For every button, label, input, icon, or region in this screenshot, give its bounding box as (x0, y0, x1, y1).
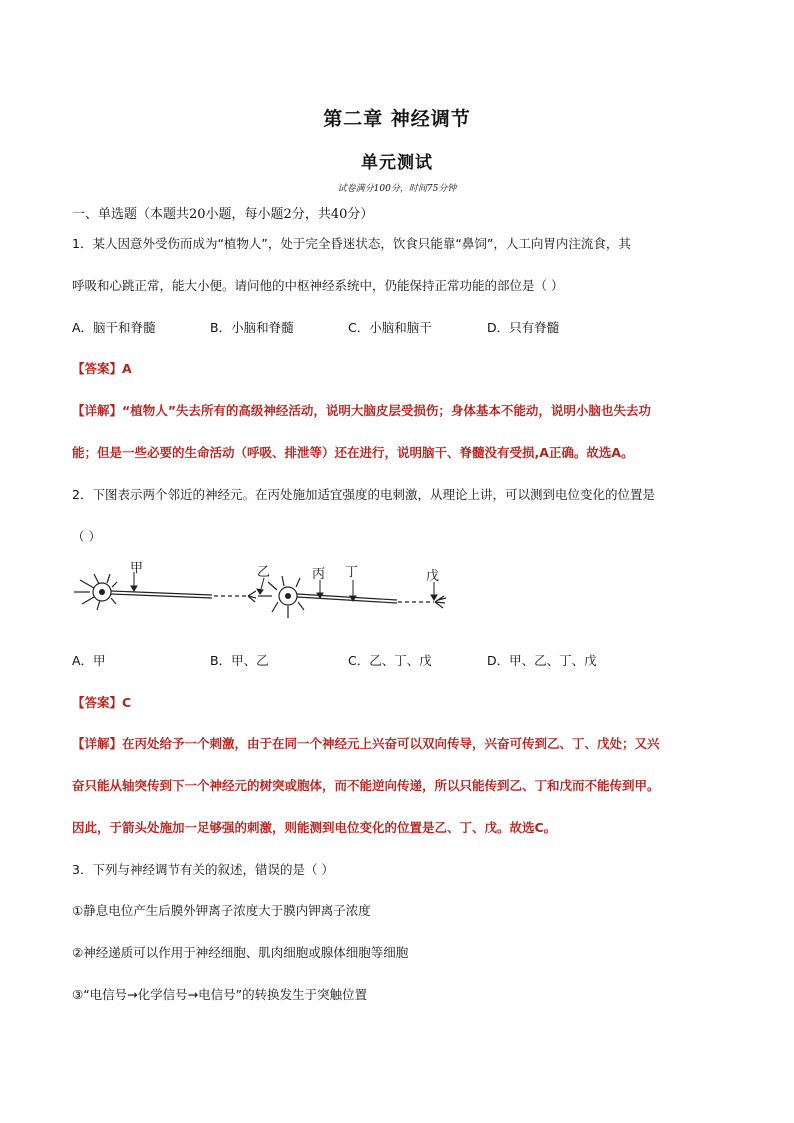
q3-item-2: ②神经递质可以作用于神经细胞、肌肉细胞或腺体细胞等细胞 (72, 945, 409, 960)
label-jia: 甲 (130, 561, 144, 576)
q2-option-b: B．甲、乙 (210, 653, 269, 668)
label-yi: 乙 (257, 565, 271, 580)
label-bing: 丙 (312, 567, 326, 582)
q1-option-d: D．只有脊髓 (487, 320, 560, 335)
q2-stem-line1: 2．下图表示两个邻近的神经元。在丙处施加适宜强度的电刺激，从理论上讲，可以测到电位变化的位置是 (72, 487, 655, 502)
q1-detail-line2: 能；但是一些必要的生命活动（呼吸、排泄等）还在进行，说明脑干、脊髓没有受损,A正确。故选A。 (72, 445, 634, 460)
section-heading: 一、单选题（本题共20小题，每小题2分，共40分） (72, 207, 374, 222)
q2-option-d: D．甲、乙、丁、戊 (487, 653, 597, 668)
q2-option-a: A．甲 (72, 653, 106, 668)
page-subtitle: 单元测试 (361, 153, 433, 173)
label-wu: 戊 (426, 569, 440, 584)
q1-option-b: B．小脑和脊髓 (210, 320, 294, 335)
exam-info: 试卷满分100分，时间75分钟 (337, 184, 457, 194)
neuron-diagram (72, 560, 472, 632)
q1-option-a: A．脑干和脊髓 (72, 320, 156, 335)
q2-detail-line2: 奋只能从轴突传到下一个神经元的树突或胞体，而不能逆向传递，所以只能传到乙、丁和戊而不能传到甲。 (72, 778, 660, 793)
q2-detail-line3: 因此，于箭头处施加一足够强的刺激，则能测到电位变化的位置是乙、丁、戊。故选C。 (72, 820, 557, 835)
q1-stem-line2: 呼吸和心跳正常，能大小便。请问他的中枢神经系统中，仍能保持正常功能的部位是（ ） (72, 278, 564, 293)
q3-item-3: ③“电信号→化学信号→电信号”的转换发生于突触位置 (72, 987, 368, 1002)
q2-option-c: C．乙、丁、戊 (348, 653, 432, 668)
q2-stem-line2: （ ） (72, 529, 101, 544)
label-ding: 丁 (345, 565, 359, 580)
q3-stem: 3．下列与神经调节有关的叙述，错误的是（ ） (72, 862, 334, 877)
q2-answer: 【答案】C (72, 695, 132, 710)
q1-option-c: C．小脑和脑干 (348, 320, 432, 335)
q3-item-1: ①静息电位产生后膜外钾离子浓度大于膜内钾离子浓度 (72, 903, 371, 918)
q2-detail-line1: 【详解】在丙处给予一个刺激，由于在同一个神经元上兴奋可以双向传导，兴奋可传到乙、丁、戊处；又兴 (72, 736, 660, 751)
q1-answer: 【答案】A (72, 361, 132, 376)
q1-detail-line1: 【详解】“植物人”失去所有的高级神经活动，说明大脑皮层受损伤；身体基本不能动，说明小脑也失去功 (72, 403, 651, 418)
page-title: 第二章 神经调节 (323, 108, 471, 130)
q1-stem-line1: 1．某人因意外受伤而成为“植物人”，处于完全昏迷状态，饮食只能靠“鼻饲”，人工向胃内注流食，其 (72, 236, 631, 251)
